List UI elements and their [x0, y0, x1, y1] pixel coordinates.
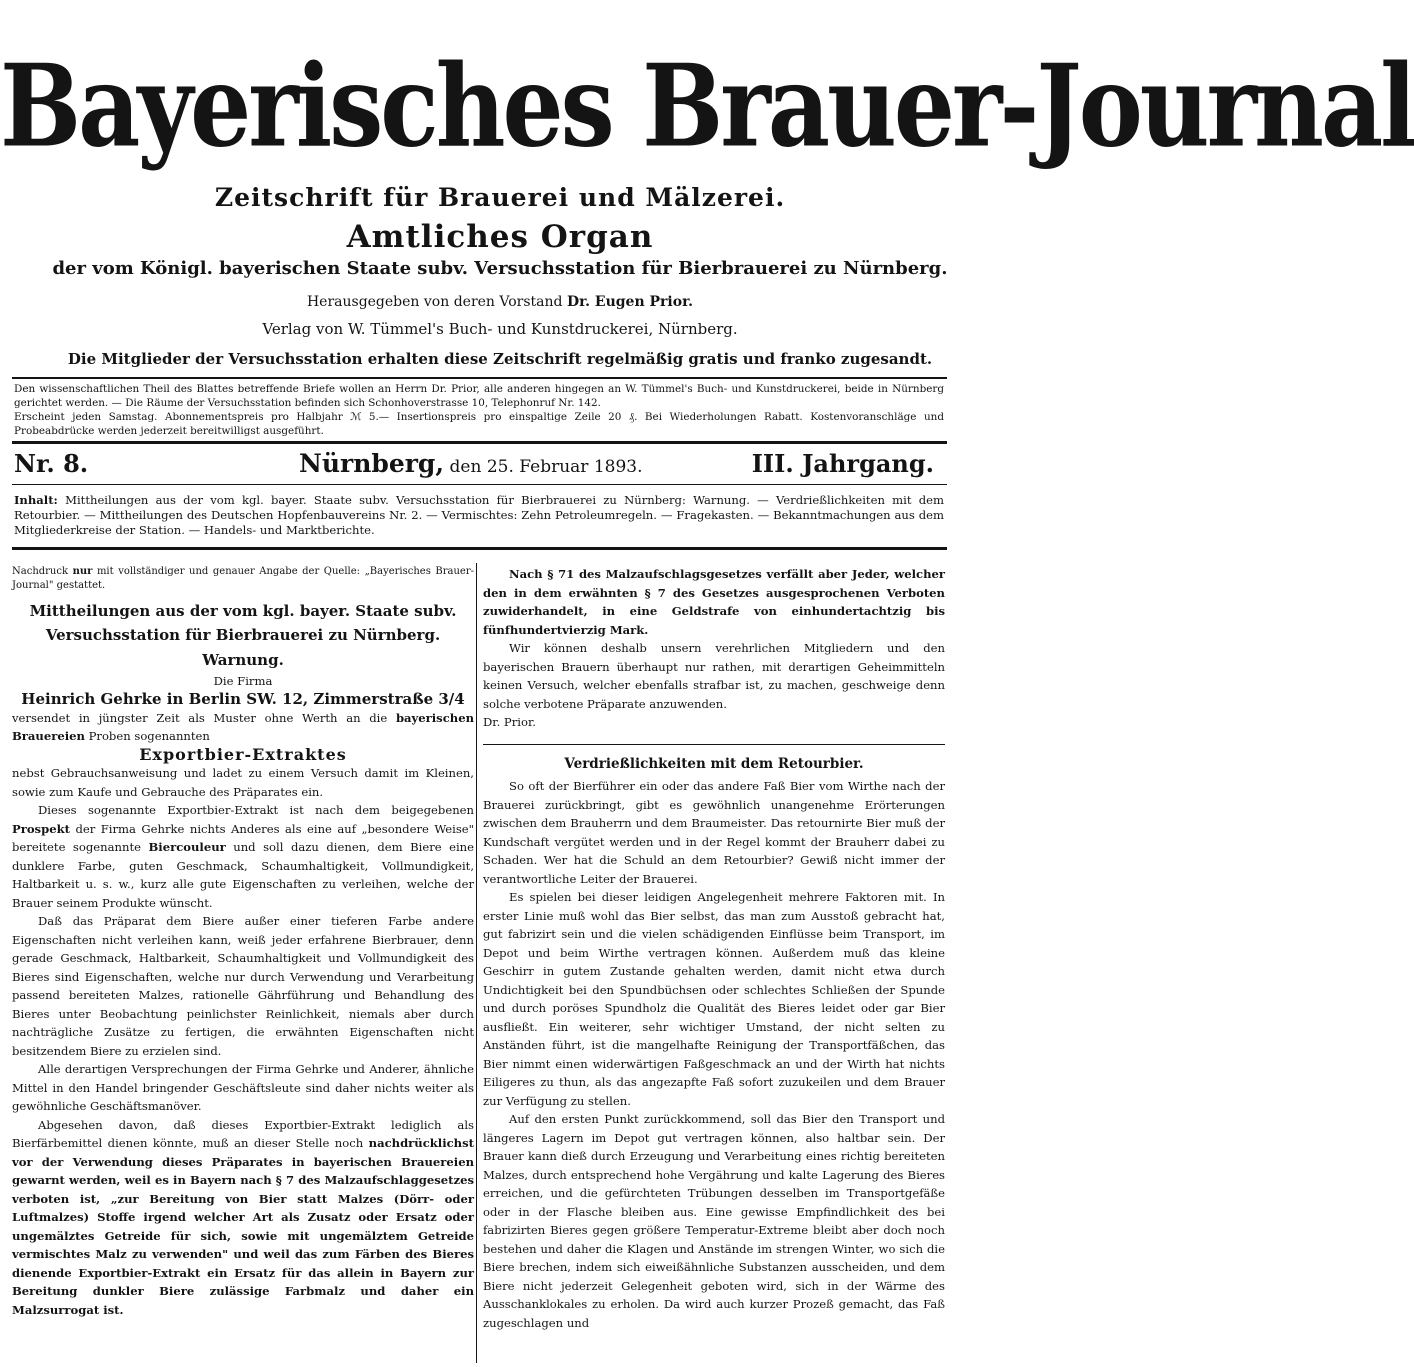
paragraph-1: versendet in jüngster Zeit als Muster ohne Werth an die bayerischen Brauereien Proben sogenannten: [12, 710, 475, 743]
contents-text: Mittheilungen aus der vom kgl. bayer. Staate subv. Versuchsstation für Bierbrauerei zu Nürnberg: Warnung. — Verdrießlichkeiten mit dem Retourbier. — Mittheilungen des Deutschen Hopfenbauvereins Nr. 2. — Vermischtes: Zehn Petroleumregeln. — Fragekasten. — Bekanntmachungen aus dem Mitgliederkreise der Station. — Handels- und Marktberichte.: [14, 493, 944, 537]
publisher-line: Verlag von W. Tümmel's Buch- und Kunstdruckerei, Nürnberg.: [262, 320, 738, 338]
right-paragraph-4: Es spielen bei dieser leidigen Angelegenheit mehrere Faktoren mit. In erster Linie muß wohl das Bier selbst, das man zum Ausstoß gebracht hat, gut fabrizirt sein und die vielen schädigenden Einflüsse beim Transport, im Depot und beim Wirthe vertragen können. Außerdem muß das kleine Geschirr in gutem Zustande gehalten werden, damit nicht etwa durch Undichtigkeit bei den Spundbüchsen oder schlechtes Schließen der Spunde und durch poröses Spundholz die Qualität des Bieres leidet oder gar Bier ausfließt. Ein weiterer, sehr wichtiger Umstand, der nicht selten zu Anständen führt, ist die mangelhafte Reinigung der Transportfäßchen, das Bier nimmt einen widerwärtigen Faßgeschmack an und der Wirth hat nichts Eiligeres zu thun, als das angezapfte Faß sofort zuzukeilen und dem Brauer zur Verfügung zu stellen.: [483, 890, 945, 1108]
left-column: [12, 565, 474, 1319]
publisher-notice: [14, 382, 944, 438]
issue-date: [299, 449, 642, 478]
article-separator: [483, 744, 945, 745]
reprint-notice: Nachdruck nur mit vollständiger und genauer Angabe der Quelle: „Bayerisches Brauer-Journal" gestattet.: [12, 566, 474, 591]
station-line: der vom Königl. bayerischen Staate subv. Versuchsstation für Bierbrauerei zu Nürnberg.: [52, 258, 948, 279]
editor-prefix: Herausgegeben von deren Vorstand: [306, 294, 563, 310]
section-heading: Mittheilungen aus der vom kgl. bayer. Staate subv. Versuchsstation für Bierbrauerei zu Nürnberg.: [29, 602, 457, 644]
extract-heading: Exportbier-Extraktes: [139, 744, 347, 764]
retourbier-heading: Verdrießlichkeiten mit dem Retourbier.: [564, 755, 864, 772]
masthead-title: Bayerisches Brauer-Journal: [0, 39, 1414, 173]
editor-line: [0, 294, 1000, 310]
issue-volume: III. Jahrgang.: [751, 449, 934, 478]
right-paragraph-1: Nach § 71 des Malzaufschlagsgesetzes verfällt aber Jeder, welcher den in dem erwähnten § 7 des Gesetzes ausgesprochenen Verboten zuwiderhandelt, in eine Geldstrafe von einhundertachtzig bis fünfhundertvierzig Mark.: [483, 567, 945, 637]
rule-top: [12, 377, 947, 379]
right-column: [483, 565, 945, 1332]
notice-line-1: Den wissenschaftlichen Theil des Blattes betreffende Briefe wollen an Herrn Dr. Prior, alle anderen hingegen an W. Tümmel's Buch- und Kunstdruckerei, beide in Nürnberg gerichtet werden. — Die Räume der Versuchsstation befinden sich Schonhoverstrasse 10, Telephonruf Nr. 142.: [14, 383, 944, 409]
official-organ-line: Amtliches Organ: [346, 219, 654, 255]
issue-city: Nürnberg,: [299, 449, 445, 478]
table-of-contents: [14, 493, 944, 538]
issue-date-text: den 25. Februar 1893.: [449, 457, 643, 477]
paragraph-5: Alle derartigen Versprechungen der Firma Gehrke und Anderer, ähnliche Mittel in den Handel bringender Geschäftsleute sind daher nichts weiter als gewöhnliche Geschäftsmanöver.: [12, 1062, 474, 1113]
paragraph-2: nebst Gebrauchsanweisung und ladet zu einem Versuch damit im Kleinen, sowie zum Kaufe und Gebrauche des Präparates ein.: [12, 766, 474, 799]
firm-intro: Die Firma: [213, 673, 273, 688]
right-paragraph-2: Wir können deshalb unsern verehrlichen Mitgliedern und den bayerischen Brauern überhaupt nur rathen, mit derartigen Geheimmitteln keinen Versuch, welcher ebenfalls strafbar ist, zu machen, geschweige denn solche verbotene Präparate anzuwenden.: [483, 641, 945, 711]
members-line: Die Mitglieder der Versuchsstation erhalten diese Zeitschrift regelmäßig gratis und franko zugesandt.: [67, 350, 933, 368]
firm-name: Heinrich Gehrke in Berlin SW. 12, Zimmerstraße 3/4: [21, 690, 465, 708]
rule-contents-bottom: [12, 547, 947, 550]
issue-line: [14, 447, 934, 483]
signature: Dr. Prior.: [483, 715, 536, 729]
rule-issue-top: [12, 441, 947, 444]
paragraph-6: Abgesehen davon, daß dieses Exportbier-Extrakt lediglich als Bierfärbemittel dienen könnte, muß an dieser Stelle noch nachdrücklichst vor der Verwendung dieses Präparates in bayerischen Brauereien gewarnt werden, weil es in Bayern nach § 7 des Malzaufschlaggesetzes verboten ist, „zur Bereitung von Bier statt Malzes (Dörr- oder Luftmalzes) Stoffe irgend welcher Art als Zusatz oder Ersatz oder ungemälztes Getreide für sich, sowie mit ungemälztem Getreide vermischtes Malz zu verwenden" und weil das zum Färben des Bieres dienende Exportbier-Extrakt ein Ersatz für das allein in Bayern zur Bereitung dunkler Biere zulässige Farbmalz und daher ein Malzsurrogat ist.: [12, 1117, 474, 1317]
masthead: [0, 18, 1414, 183]
warning-heading: Warnung.: [202, 651, 284, 669]
notice-line-2: Erscheint jeden Samstag. Abonnementspreis pro Halbjahr ℳ 5.— Insertionspreis pro einspaltige Zeile 20 ₰. Bei Wiederholungen Rabatt. Kostenvoranschläge und Probeabdrücke werden jederzeit bereitwilligst ausgeführt.: [14, 411, 944, 437]
right-paragraph-3: So oft der Bierführer ein oder das andere Faß Bier vom Wirthe nach der Brauerei zurückbringt, gibt es gewöhnlich unangenehme Erörterungen zwischen dem Brauherrn und dem Braumeister. Das retournirte Bier muß der Kundschaft vergütet werden und in der Regel kommt der Brauherr dabei zu Schaden. Wer hat die Schuld an dem Retourbier? Gewiß nicht immer der verantwortliche Leiter der Brauerei.: [483, 779, 945, 886]
contents-label: Inhalt:: [14, 493, 58, 507]
masthead-subtitle: Zeitschrift für Brauerei und Mälzerei.: [214, 183, 786, 212]
editor-name: Dr. Eugen Prior.: [566, 294, 694, 310]
issue-number: Nr. 8.: [14, 449, 89, 478]
right-paragraph-5: Auf den ersten Punkt zurückkommend, soll das Bier den Transport und längeres Lagern im Depot gut vertragen können, also haltbar sein. Der Brauer kann dieß durch Erzeugung und Verarbeitung eines richtig bereiteten Malzes, durch entsprechend hohe Vergährung und kalte Lagerung des Bieres erreichen, und die gefürchteten Trübungen desselben im Transportgefäße oder in der Flasche bleiben aus. Eine gewisse Empfindlichkeit des bei fabrizirten Bieres gegen größere Temperatur-Extreme bleibt aber doch noch bestehen und daher die Klagen und Anstände im strengen Winter, wo sich die Biere brechen, indem sich eiweißähnliche Substanzen ausscheiden, und dem Biere nicht jederzeit Gelegenheit geboten wird, sich in der Wärme des Ausschanklokales zu erholen. Da wird auch kurzer Prozeß gemacht, das Faß zugeschlagen und: [483, 1112, 945, 1330]
rule-issue-bottom: [12, 484, 947, 485]
paragraph-3: Dieses sogenannte Exportbier-Extrakt ist nach dem beigegebenen Prospekt der Firma Gehrke nichts Anderes als eine auf „besondere Weise" bereitete sogenannte Biercouleur und soll dazu dienen, dem Biere eine dunklere Farbe, guten Geschmack, Schaumhaltigkeit, Vollmundigkeit, Haltbarkeit u. s. w., kurz alle gute Eigenschaften zu verleihen, welche der Brauer seinem Produkte wünscht.: [12, 803, 475, 910]
paragraph-4: Daß das Präparat dem Biere außer einer tieferen Farbe andere Eigenschaften nicht verleihen kann, weiß jeder erfahrene Bierbrauer, denn gerade Geschmack, Haltbarkeit, Schaumhaltigkeit und Vollmundigkeit des Bieres sind Eigenschaften, welche nur durch Verwendung und Verarbeitung passend bereiteten Malzes, rationelle Gährführung und Behandlung des Bieres unter Beobachtung peinlichster Reinlichkeit, niemals aber durch nachträgliche Zusätze zu fertigen, die erwähnten Eigenschaften nicht besitzendem Biere zu erzielen sind.: [12, 914, 474, 1058]
column-divider: [476, 563, 477, 1363]
